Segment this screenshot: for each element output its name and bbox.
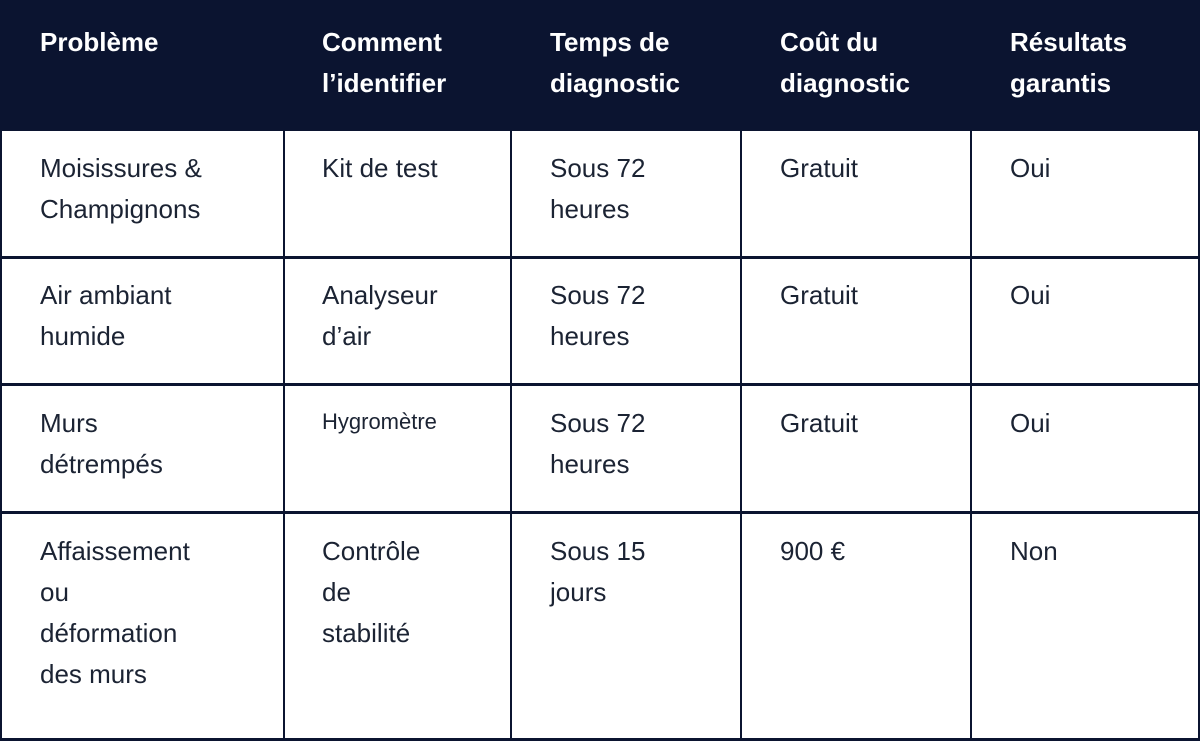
row-divider [0,511,1200,514]
table-cell: Gratuit [780,153,859,183]
table-cell: Contrôle de stabilité [322,536,421,648]
table-cell: Moisissures & Champignons [40,153,202,224]
table-cell: Sous 15 jours [550,536,646,607]
table-cell: Sous 72 heures [550,153,646,224]
table-cell: Gratuit [780,280,859,310]
table-cell: Air ambiant humide [40,280,172,351]
table-cell: Sous 72 heures [550,408,646,479]
column-divider [970,0,972,741]
column-divider [510,0,512,741]
header-probleme: Problème [40,27,159,57]
header-resultats-garantis: Résultats garantis [1010,27,1128,98]
table-cell: Hygromètre [322,409,437,434]
header-comment-identifier: Comment l’identifier [322,27,447,98]
column-divider [283,0,285,741]
table-cell: 900 € [780,536,846,566]
table-cell: Oui [1010,408,1051,438]
row-divider [0,256,1200,259]
table-border-left [0,0,2,741]
row-divider [0,383,1200,386]
table-cell: Oui [1010,280,1051,310]
table-cell: Kit de test [322,153,438,183]
table-cell: Sous 72 heures [550,280,646,351]
table-cell: Affaissement ou déformation des murs [40,536,190,689]
table-cell: Murs détrempés [40,408,163,479]
table-cell: Oui [1010,153,1051,183]
table-cell: Gratuit [780,408,859,438]
table-cell: Analyseur d’air [322,280,438,351]
table-cell: Non [1010,536,1058,566]
header-cout-diagnostic: Coût du diagnostic [780,27,911,98]
header-temps-diagnostic: Temps de diagnostic [550,27,681,98]
column-divider [740,0,742,741]
